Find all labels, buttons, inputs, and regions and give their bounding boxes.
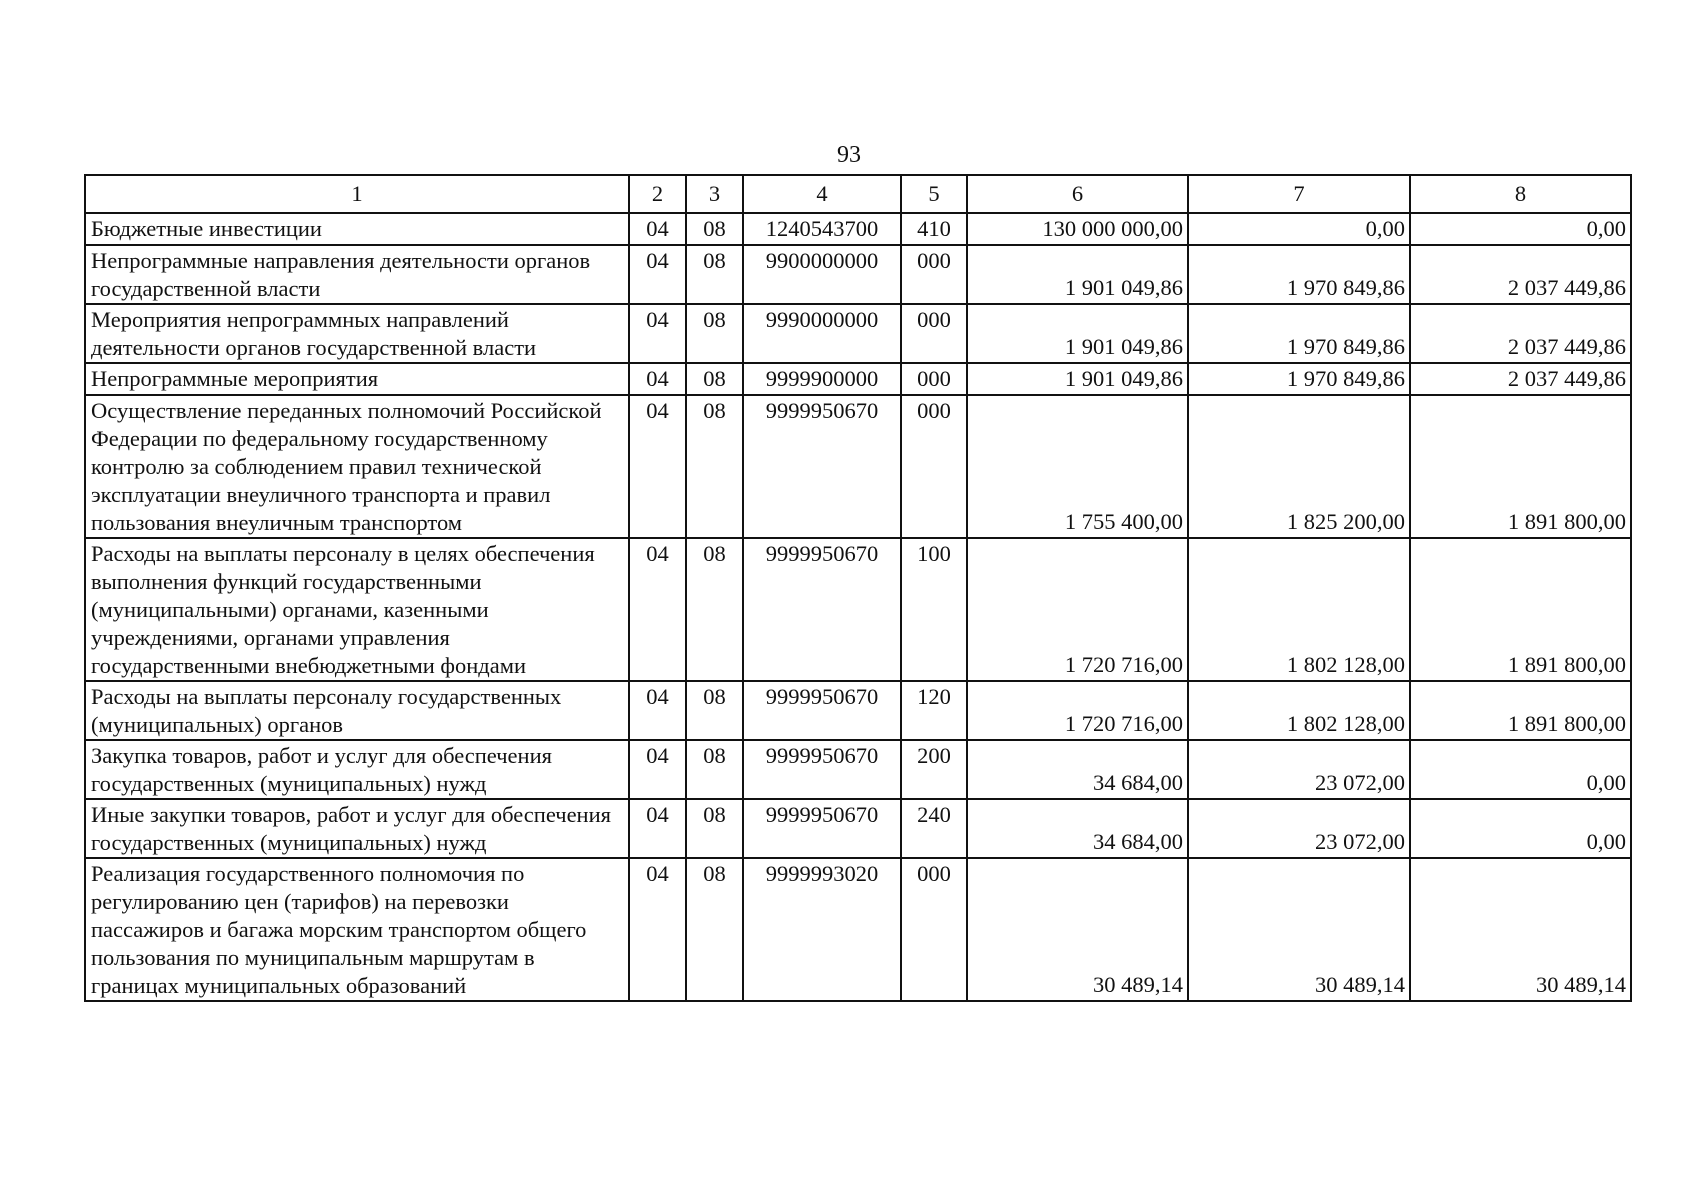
page-number: 93	[837, 142, 861, 168]
target-article-code: 9999950670	[743, 740, 901, 799]
amount-col8: 1 891 800,00	[1410, 395, 1631, 538]
section-code: 04	[629, 363, 686, 395]
amount-col6: 1 901 049,86	[967, 363, 1188, 395]
section-code: 04	[629, 538, 686, 681]
amount-col7: 1 825 200,00	[1188, 395, 1410, 538]
table-row	[85, 363, 1631, 395]
amount-col7: 23 072,00	[1188, 799, 1410, 858]
expense-type-code: 410	[901, 213, 967, 245]
column-header: 3	[686, 175, 743, 213]
table-row	[85, 740, 1631, 799]
row-name: Непрограммные мероприятия	[85, 363, 629, 395]
amount-col7: 0,00	[1188, 213, 1410, 245]
subsection-code: 08	[686, 538, 743, 681]
target-article-code: 9999993020	[743, 858, 901, 1001]
target-article-code: 9999900000	[743, 363, 901, 395]
row-name: Закупка товаров, работ и услуг для обеспечения государственных (муниципальных) нужд	[85, 740, 629, 799]
amount-col7: 23 072,00	[1188, 740, 1410, 799]
section-code: 04	[629, 858, 686, 1001]
amount-col6: 34 684,00	[967, 799, 1188, 858]
section-code: 04	[629, 681, 686, 740]
column-header: 8	[1410, 175, 1631, 213]
column-header: 4	[743, 175, 901, 213]
section-code: 04	[629, 304, 686, 363]
amount-col6: 1 720 716,00	[967, 681, 1188, 740]
section-code: 04	[629, 395, 686, 538]
subsection-code: 08	[686, 363, 743, 395]
section-code: 04	[629, 799, 686, 858]
amount-col7: 1 970 849,86	[1188, 304, 1410, 363]
expense-type-code: 000	[901, 395, 967, 538]
row-name: Мероприятия непрограммных направлений деятельности органов государственной власти	[85, 304, 629, 363]
expense-type-code: 000	[901, 245, 967, 304]
section-code: 04	[629, 213, 686, 245]
column-header: 1	[85, 175, 629, 213]
amount-col7: 1 970 849,86	[1188, 363, 1410, 395]
amount-col8: 0,00	[1410, 213, 1631, 245]
expense-type-code: 000	[901, 304, 967, 363]
target-article-code: 9999950670	[743, 395, 901, 538]
table-row	[85, 799, 1631, 858]
table-row	[85, 395, 1631, 538]
column-header: 5	[901, 175, 967, 213]
amount-col6: 130 000 000,00	[967, 213, 1188, 245]
table-row	[85, 245, 1631, 304]
row-name: Бюджетные инвестиции	[85, 213, 629, 245]
amount-col7: 30 489,14	[1188, 858, 1410, 1001]
amount-col8: 0,00	[1410, 740, 1631, 799]
table-row	[85, 304, 1631, 363]
amount-col7: 1 802 128,00	[1188, 681, 1410, 740]
subsection-code: 08	[686, 858, 743, 1001]
amount-col6: 34 684,00	[967, 740, 1188, 799]
amount-col8: 2 037 449,86	[1410, 363, 1631, 395]
row-name: Осуществление переданных полномочий Российской Федерации по федеральному государственному контролю за соблюдением правил технической эксплуатации внеуличного транспорта и правил пользования внеуличным транспортом	[85, 395, 629, 538]
target-article-code: 9990000000	[743, 304, 901, 363]
amount-col8: 2 037 449,86	[1410, 304, 1631, 363]
target-article-code: 9999950670	[743, 681, 901, 740]
amount-col8: 1 891 800,00	[1410, 538, 1631, 681]
expense-type-code: 000	[901, 363, 967, 395]
column-header: 6	[967, 175, 1188, 213]
expense-type-code: 240	[901, 799, 967, 858]
row-name: Иные закупки товаров, работ и услуг для обеспечения государственных (муниципальных) нужд	[85, 799, 629, 858]
column-header: 7	[1188, 175, 1410, 213]
table-row	[85, 681, 1631, 740]
subsection-code: 08	[686, 799, 743, 858]
target-article-code: 9999950670	[743, 799, 901, 858]
amount-col6: 1 755 400,00	[967, 395, 1188, 538]
amount-col7: 1 970 849,86	[1188, 245, 1410, 304]
target-article-code: 9900000000	[743, 245, 901, 304]
subsection-code: 08	[686, 740, 743, 799]
amount-col6: 1 901 049,86	[967, 304, 1188, 363]
row-name: Непрограммные направления деятельности органов государственной власти	[85, 245, 629, 304]
section-code: 04	[629, 245, 686, 304]
table-row	[85, 213, 1631, 245]
subsection-code: 08	[686, 681, 743, 740]
section-code: 04	[629, 740, 686, 799]
expense-type-code: 120	[901, 681, 967, 740]
amount-col8: 2 037 449,86	[1410, 245, 1631, 304]
target-article-code: 1240543700	[743, 213, 901, 245]
expense-type-code: 000	[901, 858, 967, 1001]
table-row	[85, 858, 1631, 1001]
expense-type-code: 100	[901, 538, 967, 681]
amount-col6: 1 901 049,86	[967, 245, 1188, 304]
row-name: Реализация государственного полномочия по регулированию цен (тарифов) на перевозки пассажиров и багажа морским транспортом общего пользования по муниципальным маршрутам в границах муниципальных образований	[85, 858, 629, 1001]
amount-col7: 1 802 128,00	[1188, 538, 1410, 681]
amount-col8: 0,00	[1410, 799, 1631, 858]
row-name: Расходы на выплаты персоналу в целях обеспечения выполнения функций государственными (муниципальными) органами, казенными учреждениями, органами управления государственными внебюджетными фондами	[85, 538, 629, 681]
column-header: 2	[629, 175, 686, 213]
header-row	[85, 175, 1631, 213]
amount-col6: 30 489,14	[967, 858, 1188, 1001]
subsection-code: 08	[686, 245, 743, 304]
amount-col6: 1 720 716,00	[967, 538, 1188, 681]
subsection-code: 08	[686, 304, 743, 363]
table-row	[85, 538, 1631, 681]
target-article-code: 9999950670	[743, 538, 901, 681]
amount-col8: 1 891 800,00	[1410, 681, 1631, 740]
budget-table	[84, 174, 1632, 1002]
expense-type-code: 200	[901, 740, 967, 799]
row-name: Расходы на выплаты персоналу государственных (муниципальных) органов	[85, 681, 629, 740]
subsection-code: 08	[686, 395, 743, 538]
subsection-code: 08	[686, 213, 743, 245]
amount-col8: 30 489,14	[1410, 858, 1631, 1001]
